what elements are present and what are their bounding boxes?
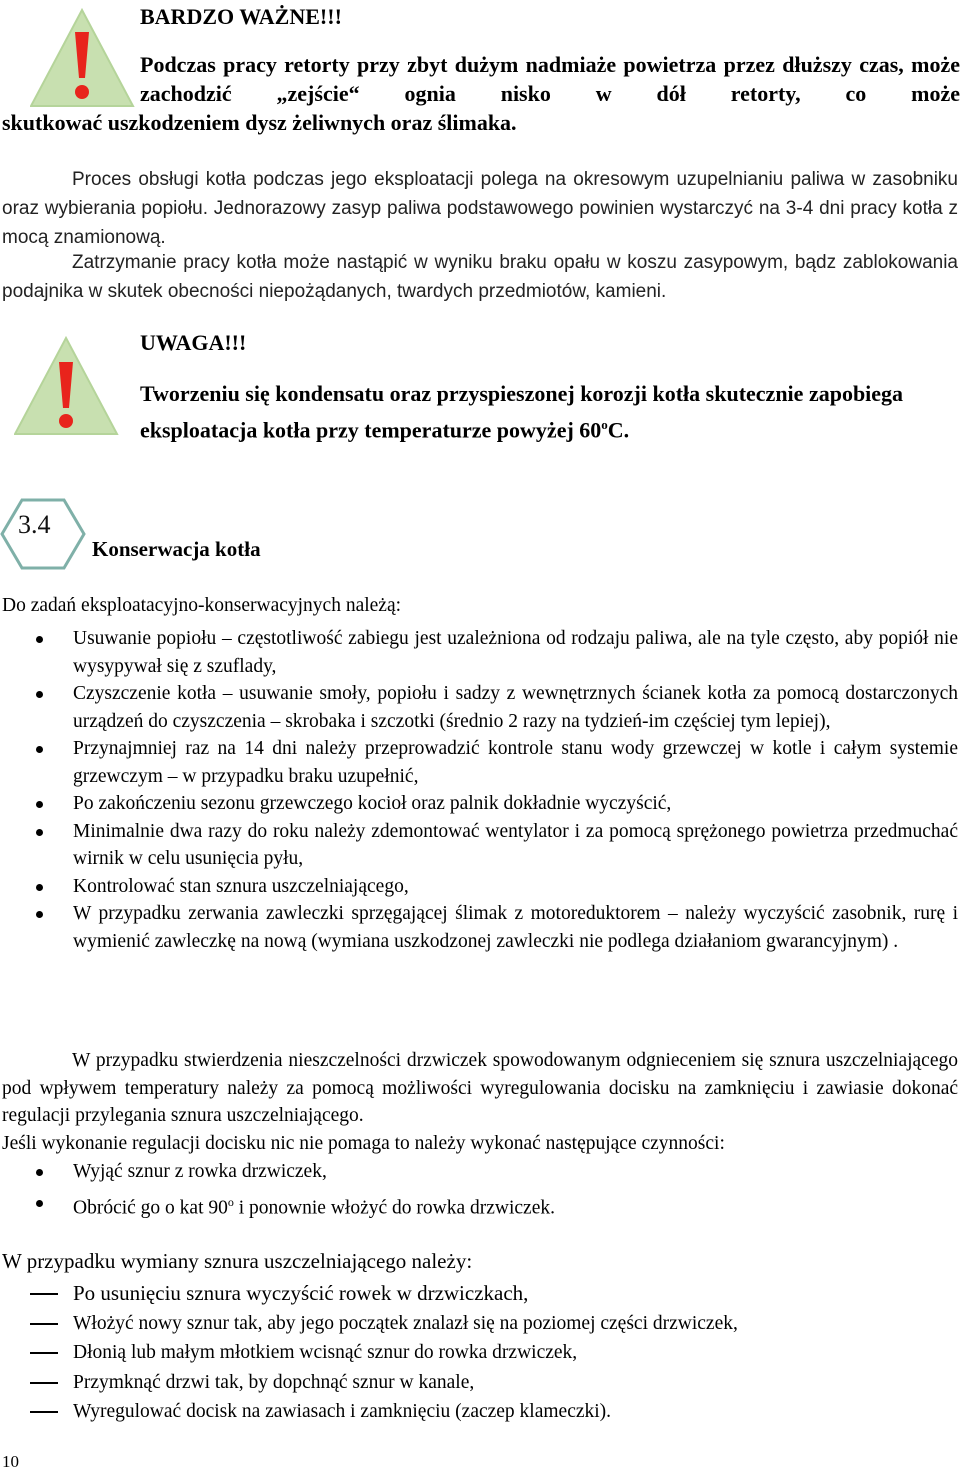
list-item: Minimalnie dwa razy do roku należy zdemontować wentylator i za pomocą sprężonego powietrza przedmuchać wirnik w celu usunięcia pyłu, [0,818,958,873]
list-item: Dłonią lub małym młotkiem wcisnąć sznur do rowka drzwiczek, [0,1338,958,1368]
section-number: 3.4 [18,510,51,539]
list-item: Przymknąć drzwi tak, by dopchnąć sznur w kanale, [0,1368,958,1398]
list-item: Po zakończeniu sezonu grzewczego kocioł oraz palnik dokładnie wyczyścić, [0,790,958,818]
bullet-icon [36,746,43,753]
dash-icon [30,1352,58,1354]
replace-lead: W przypadku wymiany sznura uszczelniającego należy: [2,1249,473,1273]
list-item: W przypadku zerwania zawleczki sprzęgającej ślimak z motoreduktorem – należy wyczyścić zasobnik, rurę i wymienić zawleczkę na nową (wymiana uszkodzonej zawleczki nie podlega działaniom gwarancyjnym) . [0,900,958,955]
tasks-list [0,625,958,955]
bullet-icon [36,636,43,643]
warning-text: Podczas pracy retorty przy zbyt dużym nadmiaże powietrza przez dłuższy czas, może zachodzić „zejście“ ognia nisko w dół retorty, co może [140,52,960,106]
replace-steps-list [0,1279,958,1427]
list-item: Czyszczenie kotła – usuwanie smoły, popiołu i sadzy z wewnętrznych ścianek kotła za pomocą dostarczonych urządzeń do czyszczenia – skrobaka i szczotki (średnio 2 razy na tydzień-im częściej tym lepiej), [0,680,958,735]
section-title: Konserwacja kotła [92,537,261,561]
list-item: Po usunięciu sznura wyczyścić rowek w drzwiczkach, [0,1279,958,1309]
bullet-icon [36,1169,43,1176]
warning-text-tail: skutkować uszkodzeniem dysz żeliwnych oraz ślimaka. [2,110,517,135]
dash-icon [30,1382,58,1384]
warning-title: BARDZO WAŻNE!!! [140,4,342,29]
list-item: Kontrolować stan sznura uszczelniającego, [0,873,958,901]
bullet-icon [36,884,43,891]
bullet-icon [36,911,43,918]
door-steps-list [0,1158,958,1222]
intro-paragraph-2: Zatrzymanie pracy kotła może nastąpić w wyniku braku opału w koszu zasypowym, bądz zablokowania podajnika w skutek obecności niepożądanych, twardych przedmiotów, kamieni. [2,252,958,302]
dash-icon [30,1411,58,1413]
tasks-lead: Do zadań eksploatacyjno-konserwacyjnych należą: [2,595,402,616]
list-item: Wyregulować docisk na zawiasach i zamknięciu (zaczep klameczki). [0,1397,958,1427]
warning-triangle-icon [30,8,135,108]
page-number: 10 [2,1452,19,1471]
door-paragraph: W przypadku stwierdzenia nieszczelności drzwiczek spowodowanym odgnieceniem się sznura uszczelniającego pod wpływem temperatury należy za pomocą możliwości wyregulowania docisku na zamknięciu i zawiasie dokonać regulacji przylegania sznura uszczelniającego. [2,1050,958,1126]
uwaga-text: Tworzeniu się kondensatu oraz przyspieszonej korozji kotła skutecznie zapobiega eksploatacja kotła przy temperaturze powyżej 60$^o$C. [140,381,904,443]
list-item: Przynajmniej raz na 14 dni należy przeprowadzić kontrole stanu wody grzewczej w kotle i całym systemie grzewczym – w przypadku braku uzupełnić, [0,735,958,790]
bullet-icon [36,1200,43,1207]
warning-triangle-icon [14,336,119,436]
door-instruction-lead: Jeśli wykonanie regulacji docisku nic nie pomaga to należy wykonać następujące czynności: [2,1133,725,1154]
bullet-icon [36,829,43,836]
bullet-icon [36,801,43,808]
dash-icon [30,1323,58,1325]
list-item: Włożyć nowy sznur tak, aby jego początek znalazł się na poziomej części drzwiczek, [0,1309,958,1339]
bullet-icon [36,691,43,698]
uwaga-title: UWAGA!!! [140,330,247,355]
list-item: Usuwanie popiołu – częstotliwość zabiegu jest uzależniona od rodzaju paliwa, ale na tyle często, aby popiół nie wysypywał się z szuflady, [0,625,958,680]
dash-icon [30,1293,58,1295]
list-item: Wyjąć sznur z rowka drzwiczek, [0,1158,958,1186]
list-item: Obrócić go o kat 90$^o$ i ponownie włożyć do rowka drzwiczek. [0,1189,958,1222]
intro-paragraph-1: Proces obsługi kotła podczas jego eksploatacji polega na okresowym uzupelnianiu paliwa w zasobniku oraz wybierania popiołu. Jednorazowy zasyp paliwa podstawowego powinien wystarczyć na 3-4 dni pracy kotła z mocą znamionową. [2,169,958,248]
